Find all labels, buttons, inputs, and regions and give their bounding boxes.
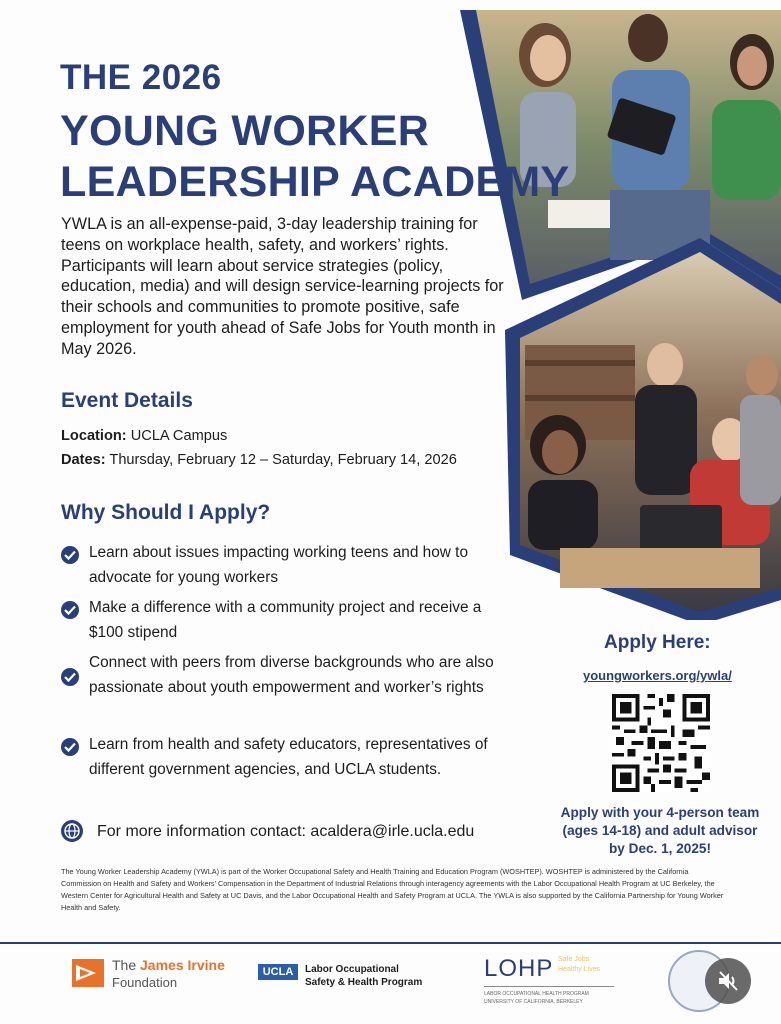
ucla-losh-logo	[258, 962, 438, 992]
mute-button[interactable]	[705, 958, 751, 1004]
lohp-tagline-2: Healthy Lives	[558, 966, 601, 973]
lohp-rule	[484, 986, 614, 987]
location-label: Location:	[61, 428, 127, 444]
globe-icon	[61, 820, 83, 842]
check-circle-icon	[61, 546, 79, 564]
irvine-name: James Irvine	[140, 957, 225, 973]
lohp-sub-2: UNIVERSITY OF CALIFORNIA, BERKELEY	[484, 999, 583, 1005]
lohp-subtitle	[484, 990, 589, 1006]
ucla-line-2: Safety & Health Program	[305, 977, 423, 988]
benefit-text: Connect with peers from diverse backgrounds who are also passionate about youth empowerment and worker’s rights	[89, 654, 494, 696]
apply-heading: Apply Here:	[604, 632, 711, 653]
contact-line	[61, 820, 474, 844]
benefit-text: Learn about issues impacting working teens and how to advocate for young workers	[89, 544, 469, 586]
irvine-suffix: Foundation	[112, 975, 178, 990]
title-line-2: YOUNG WORKER	[60, 107, 430, 155]
benefit-item	[61, 651, 501, 700]
flyer-title	[60, 60, 570, 204]
contact-text: For more information contact: acaldera@irle.ucla.edu	[97, 823, 475, 840]
benefit-item	[61, 733, 501, 782]
benefit-item	[61, 541, 501, 590]
irvine-prefix: The	[112, 957, 137, 973]
title-line-3: LEADERSHIP ACADEMY	[60, 158, 570, 206]
james-irvine-logo	[72, 955, 232, 995]
location-line	[61, 428, 227, 444]
dates-line	[61, 452, 457, 468]
lohp-sub-1: LABOR OCCUPATIONAL HEALTH PROGRAM	[484, 991, 589, 997]
irvine-mark-icon	[72, 959, 104, 987]
footer-divider	[0, 942, 781, 944]
lohp-wordmark: LOHP	[484, 955, 554, 982]
check-circle-icon	[61, 738, 79, 756]
benefit-item	[61, 596, 501, 645]
ucla-badge: UCLA	[258, 964, 298, 980]
intro-paragraph: YWLA is an all-expense-paid, 3-day leadership training for teens on workplace health, safety, and workers’ rights. Participants will learn about service strategies (policy, education, media) and will design service-learning projects for their schools and communities to promote positive, safe employment for youth ahead of Safe Jobs for Youth month in May 2026.	[61, 215, 504, 358]
lohp-logo	[484, 953, 624, 1013]
dates-label: Dates:	[61, 452, 106, 468]
check-circle-icon	[61, 668, 79, 686]
lohp-tagline-1: Safe Jobs	[558, 956, 590, 963]
title-line-1: THE 2026	[60, 58, 222, 97]
fine-print: The Young Worker Leadership Academy (YWLA) is part of the Worker Occupational Safety and Health Training and Education Program (WOSHTEP). WOSHTEP is administered by the California Commission on Health and Safety and Workers’ Compensation in the Department of Industrial Relations through interagency agreements with the Labor Occupational Health Program at UC Berkeley, the Western Center for Agricultural Health and Safety at UC Davis, and the Labor Occupational Health and Safety Program at UCLA. The YWLA is also supported by the California Partnership for Young Worker Health and Safety.	[61, 867, 724, 912]
benefit-text: Make a difference with a community project and receive a $100 stipend	[89, 599, 482, 641]
apply-link[interactable]: youngworkers.org/ywla/	[583, 668, 732, 683]
ucla-line-1: Labor Occupational	[305, 964, 399, 975]
check-circle-icon	[61, 601, 79, 619]
why-apply-heading: Why Should I Apply?	[61, 501, 271, 524]
event-details-heading: Event Details	[61, 389, 193, 412]
irvine-line-1	[112, 957, 225, 973]
qr-code[interactable]	[612, 694, 710, 792]
benefit-text: Learn from health and safety educators, representatives of different government agencies, and UCLA students.	[89, 736, 488, 778]
lohp-tagline	[558, 955, 600, 975]
location-value: UCLA Campus	[130, 428, 228, 444]
apply-note: Apply with your 4-person team (ages 14-18) and adult advisor by Dec. 1, 2025!	[560, 805, 760, 856]
dates-value: Thursday, February 12 – Saturday, February 14, 2026	[109, 452, 457, 468]
mute-icon	[716, 969, 740, 993]
